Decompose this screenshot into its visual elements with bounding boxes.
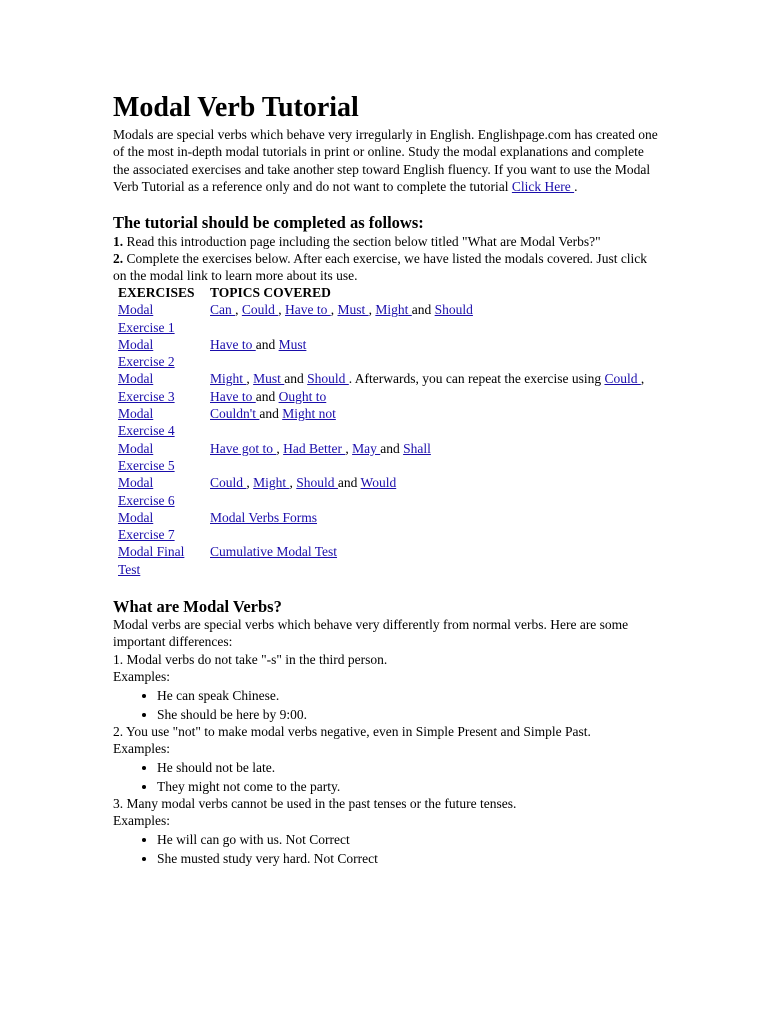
exercise-link[interactable]: Modal Exercise 4 [118, 406, 175, 439]
list-item: • He should not be late. [157, 758, 340, 777]
difference-2: 2. You use "not" to make modal verbs negative, even in Simple Present and Simple Past. [113, 724, 591, 739]
topic-text: , [330, 302, 338, 318]
modal-link[interactable]: Could [241, 302, 279, 318]
step-2 [113, 250, 653, 285]
modal-link[interactable]: Could [604, 371, 641, 387]
topic-text: and [255, 336, 279, 352]
exercise-table [116, 284, 646, 578]
steps-heading: The tutorial should be completed as follows: [113, 213, 424, 232]
exercise-link[interactable]: Modal Exercise 2 [118, 336, 175, 370]
table-row [116, 370, 646, 405]
examples-list-1 [137, 686, 307, 724]
intro-text: Modals are special verbs which behave very irregularly in English. Englishpage.com has created one of the most in-depth modal tutorials in print or online. Study the modal explanations and complete the associated exercises and take another step toward English fluency. If you want to use the Modal Verb Tutorial as a reference only and do not want to complete the tutorial [113, 127, 658, 195]
examples-label-3: Examples: [113, 813, 170, 828]
modal-link[interactable]: Must [253, 371, 285, 387]
modal-link[interactable]: Might [253, 475, 290, 491]
modal-link[interactable]: Might [210, 371, 247, 387]
exercise-cell [116, 543, 204, 578]
exercise-link[interactable]: Modal Final Test [118, 544, 185, 577]
table-row [116, 336, 646, 371]
exercise-link[interactable]: Modal Exercise 6 [118, 475, 175, 508]
modal-link[interactable]: Might [375, 302, 412, 318]
modal-link[interactable]: Cumulative Modal Test [210, 544, 338, 560]
step-2-number: 2. [113, 251, 124, 266]
exercise-cell [116, 440, 204, 475]
topic-text: and [411, 302, 435, 318]
table-row [116, 405, 646, 440]
exercise-link[interactable]: Modal Exercise 7 [118, 509, 175, 543]
topic-text: , [289, 475, 297, 491]
topic-text: , [246, 475, 254, 491]
intro-end: . [574, 179, 578, 195]
examples-list-2 [137, 758, 340, 796]
modal-link[interactable]: Must [337, 302, 369, 318]
table-row [116, 440, 646, 475]
modal-link[interactable]: Would [360, 475, 397, 491]
list-item: • She should be here by 9:00. [157, 705, 307, 724]
topic-text: . Afterwards, you can repeat the exercise using [348, 371, 605, 387]
topic-text: and [337, 475, 361, 491]
topic-text: and [380, 440, 404, 456]
modal-link[interactable]: Should [307, 371, 349, 387]
topics-cell [204, 336, 646, 371]
exercise-cell [116, 405, 204, 440]
topic-text: , [246, 371, 254, 387]
modal-link[interactable]: Could [210, 475, 247, 491]
modal-link[interactable]: Should [296, 475, 338, 491]
modal-link[interactable]: Must [278, 336, 307, 352]
topic-text: , [368, 302, 376, 318]
topic-text: and [255, 388, 279, 404]
click-here-link[interactable]: Click Here [511, 179, 575, 195]
examples-label-2: Examples: [113, 741, 170, 756]
topic-text: , [276, 440, 284, 456]
modal-link[interactable]: Modal Verbs Forms [210, 509, 318, 525]
topics-cell [204, 440, 646, 475]
exercise-link[interactable]: Modal Exercise 5 [118, 440, 175, 473]
topics-cell [204, 301, 646, 336]
list-item: • He will can go with us. Not Correct [157, 830, 378, 849]
table-row [116, 474, 646, 509]
exercise-cell [116, 301, 204, 336]
exercise-cell [116, 336, 204, 371]
modal-link[interactable]: Have to [210, 336, 256, 352]
intro-paragraph [113, 126, 661, 196]
examples-label-1: Examples: [113, 669, 170, 684]
topic-text: and [259, 406, 283, 422]
table-row [116, 301, 646, 336]
topic-text: and [284, 371, 308, 387]
modal-link[interactable]: Can [210, 302, 236, 318]
list-item: • They might not come to the party. [157, 777, 340, 796]
table-row [116, 543, 646, 578]
topic-text: , [345, 440, 353, 456]
what-heading: What are Modal Verbs? [113, 597, 282, 616]
exercise-link[interactable]: Modal Exercise 3 [118, 371, 175, 404]
column-header-exercises: EXERCISES [118, 285, 195, 300]
step-1-text: Read this introduction page including the section below titled "What are Modal Verbs?" [123, 234, 601, 249]
exercise-cell [116, 509, 204, 544]
modal-link[interactable]: Have to [285, 302, 331, 318]
modal-link[interactable]: Have to [210, 388, 256, 404]
topics-cell [204, 405, 646, 440]
modal-link[interactable]: Couldn't [210, 406, 260, 422]
step-1-number: 1. [113, 234, 124, 249]
topic-text: , [640, 371, 645, 387]
page-title: Modal Verb Tutorial [113, 92, 359, 123]
what-intro: Modal verbs are special verbs which behave very differently from normal verbs. Here are some important differences: [113, 617, 629, 650]
modal-link[interactable]: Shall [403, 440, 431, 456]
table-row [116, 509, 646, 544]
table-header-row [116, 284, 646, 301]
topics-cell [204, 474, 646, 509]
exercise-link[interactable]: Modal Exercise 1 [118, 302, 175, 335]
modal-link[interactable]: Have got to [210, 440, 277, 456]
list-item: • She musted study very hard. Not Correct [157, 849, 378, 868]
modal-link[interactable]: Ought to [278, 388, 327, 404]
examples-list-3 [137, 830, 378, 868]
exercise-cell [116, 474, 204, 509]
topic-text: , [235, 302, 242, 318]
list-item: • He can speak Chinese. [157, 686, 307, 705]
modal-link[interactable]: May [352, 440, 381, 456]
step-1 [113, 233, 601, 250]
column-header-topics: TOPICS COVERED [210, 285, 331, 300]
exercise-cell [116, 370, 204, 405]
step-2-text: Complete the exercises below. After each exercise, we have listed the modals covered. Just click on the modal link to learn more about its use. [113, 251, 648, 284]
difference-3: 3. Many modal verbs cannot be used in the past tenses or the future tenses. [113, 796, 517, 811]
topics-cell [204, 509, 646, 544]
modal-link[interactable]: Had Better [283, 440, 346, 456]
modal-link[interactable]: Should [434, 302, 473, 318]
modal-link[interactable]: Might not [282, 406, 336, 422]
topic-text: , [278, 302, 286, 318]
difference-1: 1. Modal verbs do not take "-s" in the third person. [113, 652, 388, 667]
topics-cell [204, 543, 646, 578]
topics-cell [204, 370, 646, 405]
